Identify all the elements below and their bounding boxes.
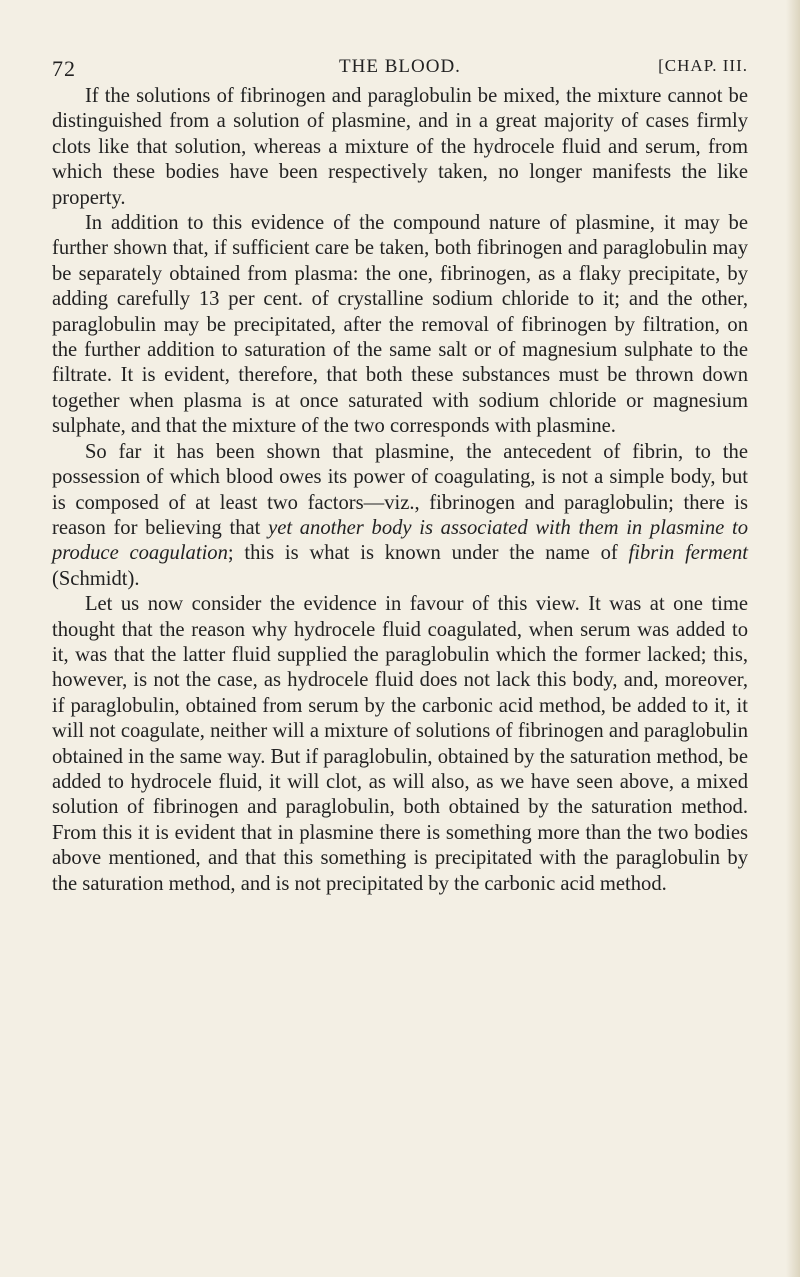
italic-text: yet another body is associated with them in plasmine to produce coagulation — [52, 516, 748, 565]
page-edge-shadow — [786, 0, 800, 1277]
running-title: THE BLOOD. — [339, 56, 461, 77]
paragraph — [52, 592, 748, 897]
paragraph — [52, 440, 748, 592]
chapter-label: [CHAP. III. — [658, 56, 748, 75]
page-number: 72 — [52, 56, 76, 81]
text-run: So far it has been shown that plasmine, the antecedent of fibrin, to the possession of which blood owes its power of coagulating, is not a simple body, but is composed of at least two factors—viz., fibrinogen and paraglobulin; there is reason for believing that — [52, 440, 748, 539]
text-run: In addition to this evidence of the compound nature of plasmine, it may be further shown that, if sufficient care be taken, both fibrinogen and paraglobulin may be separately obtained from plasma: the one, fibrinogen, as a flaky precipitate, by adding carefully 13 per cent. of crystalline sodium chloride to it; and the other, paraglobulin may be precipitated, after the removal of fibrinogen by filtration, on the further addition to saturation of the same salt or of magnesium sulphate to the filtrate. It is evident, therefore, that both these substances must be thrown down together when plasma is at once saturated with sodium chloride or magnesium sulphate, and that the mixture of the two corresponds with plasmine. — [52, 212, 748, 438]
page — [52, 52, 748, 897]
body-text — [52, 84, 748, 897]
paragraph — [52, 211, 748, 440]
italic-text: fibrin ferment — [628, 542, 748, 565]
text-run: Let us now consider the evidence in favour of this view. It was at one time thought that the reason why hydrocele fluid coagulated, when serum was added to it, was that the latter fluid supplied the paraglobulin which the former lacked; this, however, is not the case, as hydrocele fluid does not lack this body, and, moreover, if paraglobulin, obtained from serum by the carbonic acid method, be added to it, it will not coagulate, neither will a mixture of solutions of fibrinogen and paraglobulin obtained in the same way. But if paraglobulin, obtained by the saturation method, be added to hydrocele fluid, it will clot, as will also, as we have seen above, a mixed solution of fibrinogen and paraglobulin, both obtained by the saturation method. From this it is evident that in plasmine there is something more than the two bodies above mentioned, and that this something is precipitated with the paraglobulin by the saturation method, and is not precipitated by the carbonic acid method. — [52, 593, 748, 895]
paragraph — [52, 84, 748, 211]
text-run: If the solutions of fibrinogen and paraglobulin be mixed, the mixture cannot be distinguished from a solution of plasmine, and in a great majority of cases firmly clots like that solution, whereas a mixture of the hydrocele fluid and serum, from which these bodies have been respectively taken, no longer manifests the like property. — [52, 85, 748, 209]
running-head — [52, 52, 748, 84]
text-run: ; this is what is known under the name of — [227, 542, 629, 565]
text-run: (Schmidt). — [52, 567, 140, 590]
